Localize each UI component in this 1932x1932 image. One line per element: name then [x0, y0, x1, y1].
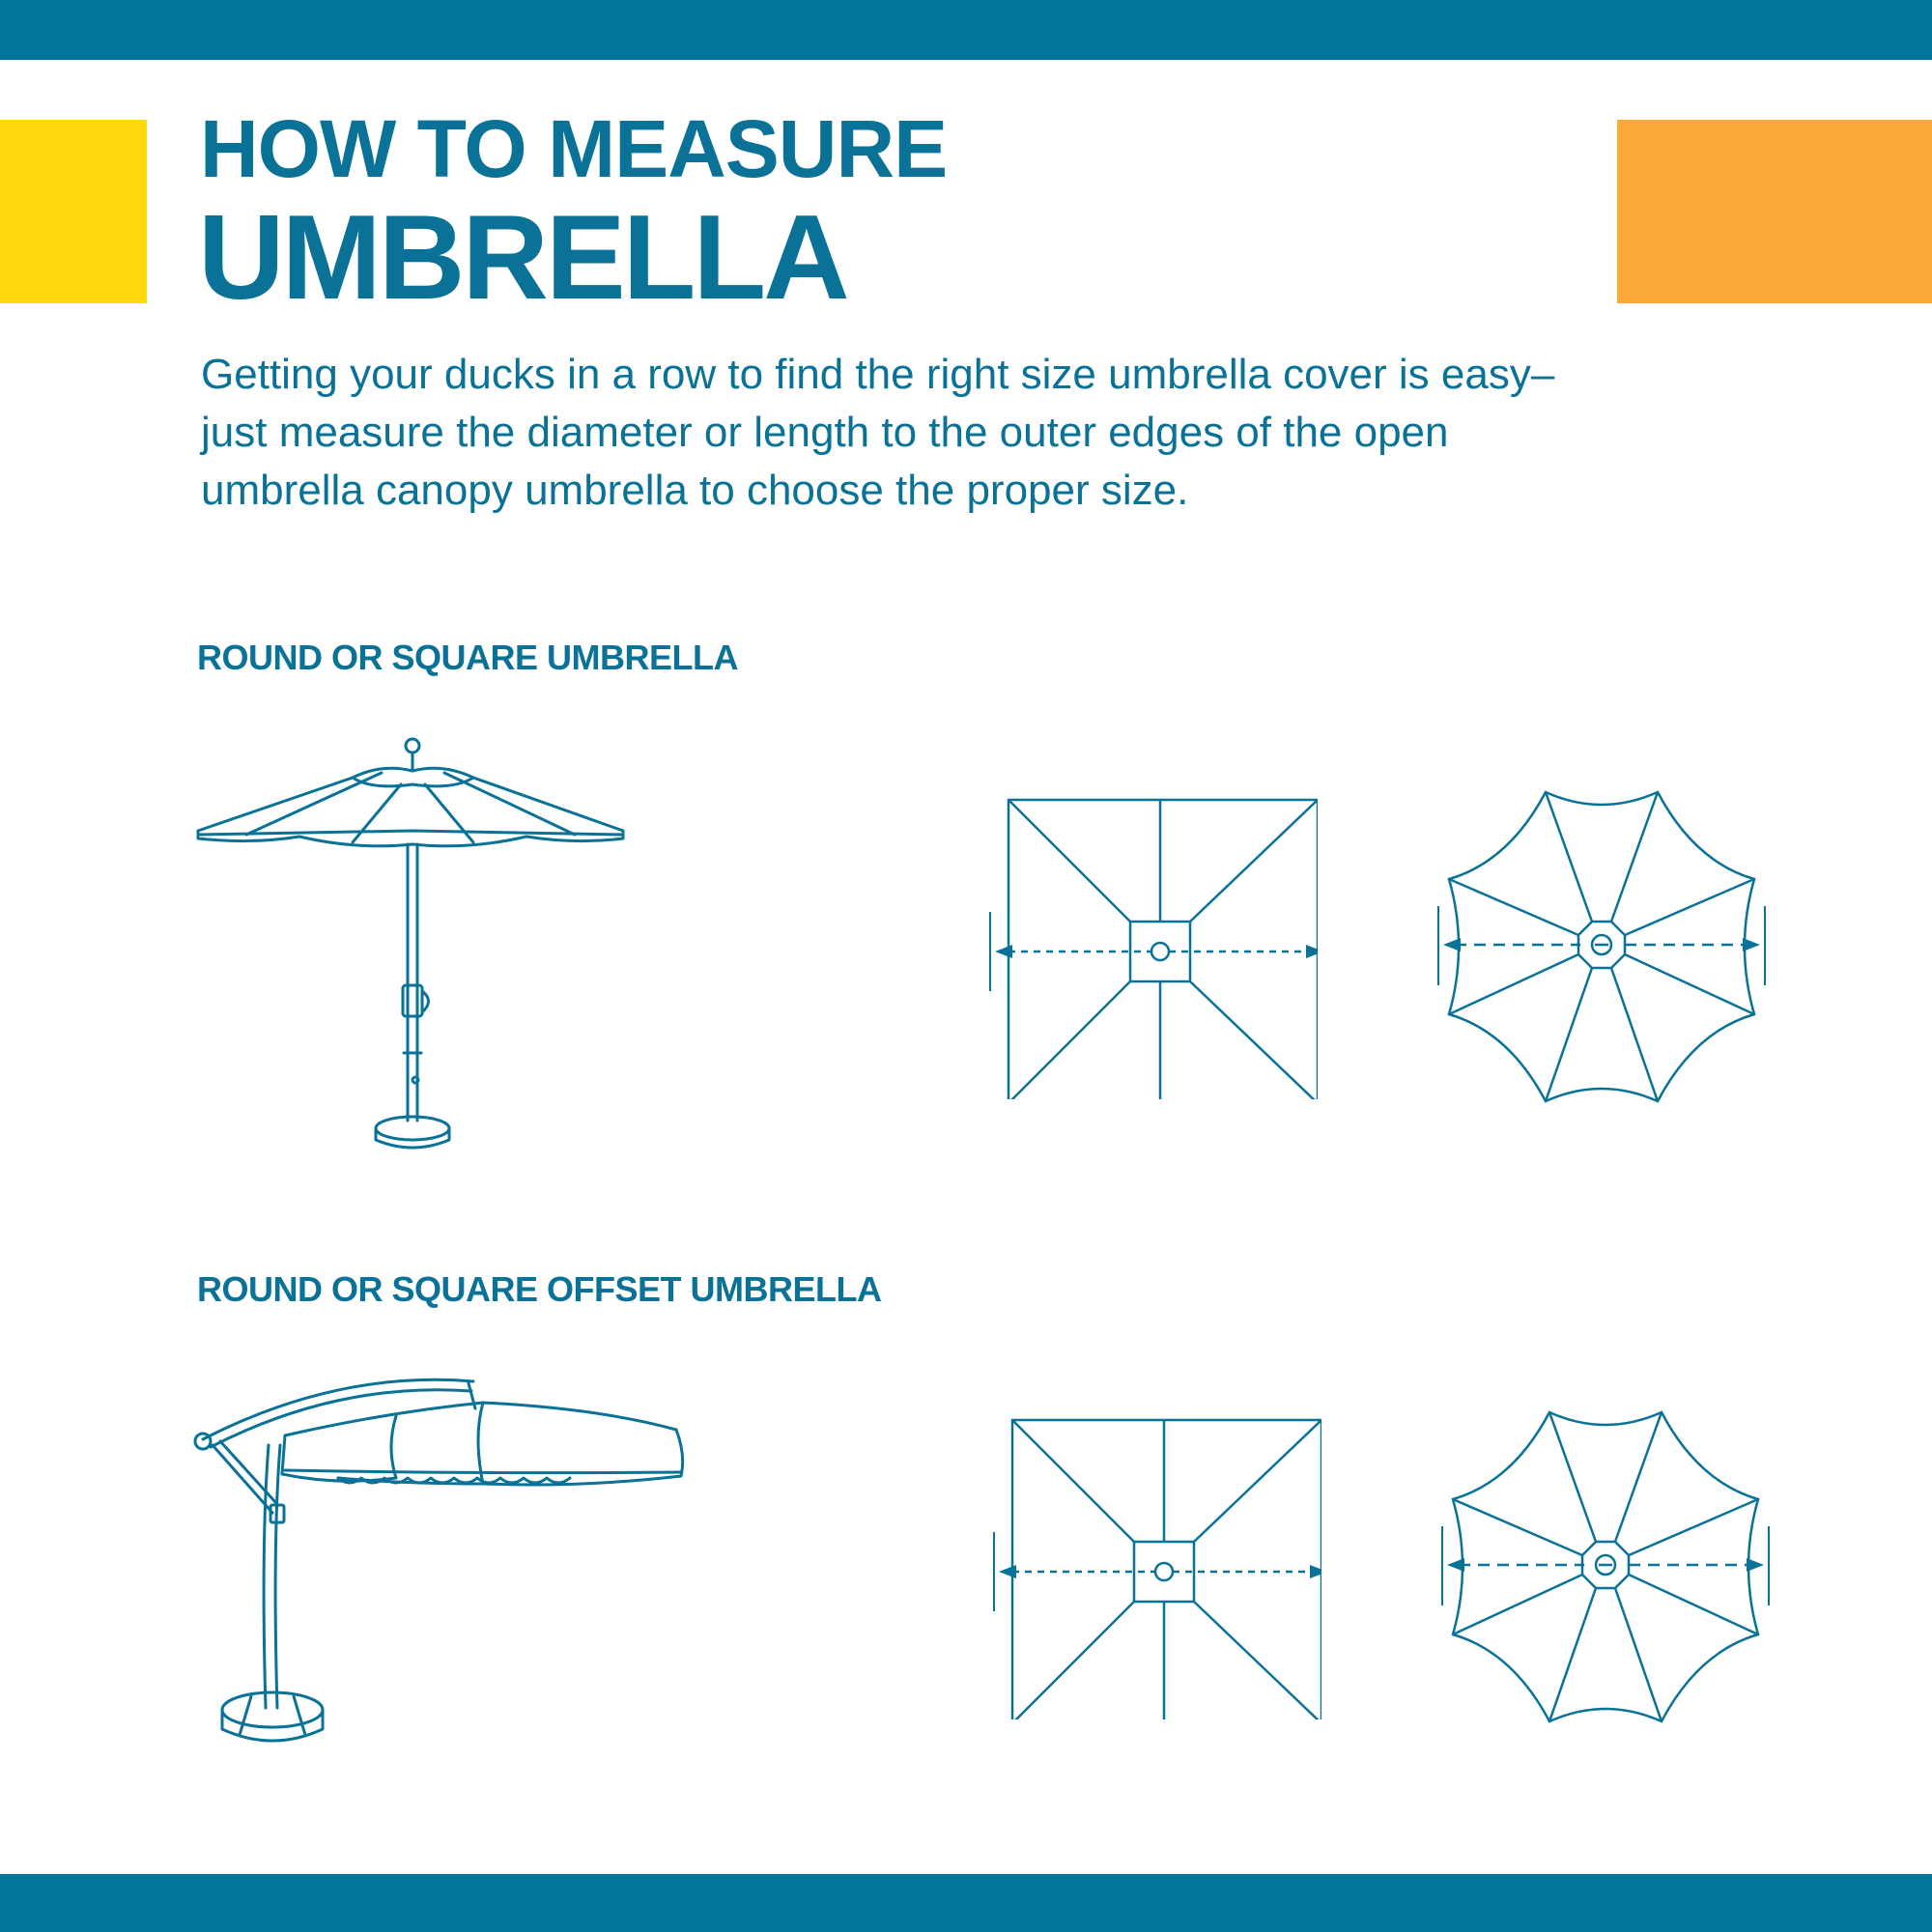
octagon-canopy-measure-icon — [1437, 782, 1766, 1111]
intro-line: just measure the diameter or length to the outer edges of the open — [201, 409, 1449, 456]
octagon-canopy-measure-icon — [1441, 1403, 1770, 1731]
section-label-offset: ROUND OR SQUARE OFFSET UMBRELLA — [197, 1269, 882, 1309]
section-label-standard: ROUND OR SQUARE UMBRELLA — [197, 638, 738, 677]
orange-accent-block — [1617, 120, 1932, 303]
offset-umbrella-icon — [193, 1370, 696, 1756]
intro-line: umbrella canopy umbrella to choose the proper size. — [201, 467, 1189, 514]
page-title-line-2: UMBRELLA — [198, 191, 847, 325]
intro-paragraph — [201, 346, 1650, 520]
top-bar — [0, 0, 1932, 60]
intro-line: Getting your ducks in a row to find the right size umbrella cover is easy– — [201, 351, 1555, 398]
bottom-bar — [0, 1874, 1932, 1932]
market-umbrella-icon — [193, 734, 628, 1159]
square-canopy-measure-icon — [993, 1410, 1321, 1719]
square-canopy-measure-icon — [989, 790, 1318, 1099]
page-title-line-1: HOW TO MEASURE — [200, 103, 948, 194]
yellow-accent-block — [0, 120, 147, 303]
